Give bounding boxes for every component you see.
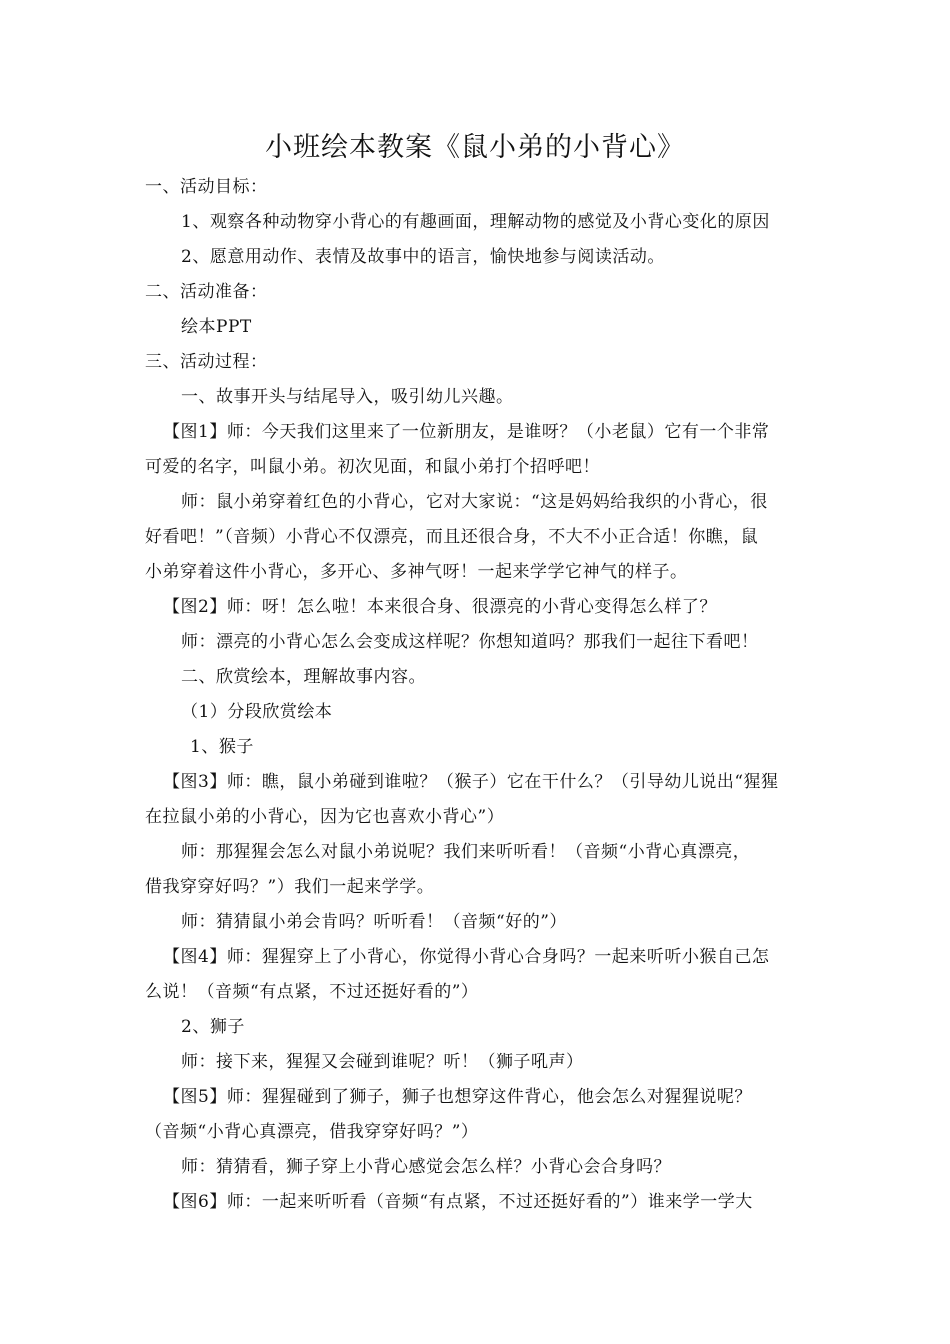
paragraph-line: 小弟穿着这件小背心，多开心、多神气呀！一起来学学它神气的样子。 — [145, 562, 688, 582]
paragraph-line: 【图2】师：呀！怎么啦！本来很合身、很漂亮的小背心变得怎么样了？ — [163, 597, 717, 617]
paragraph-line: 好看吧！”（音频）小背心不仅漂亮，而且还很合身，不大不小正合适！你瞧，鼠 — [145, 527, 759, 547]
paragraph-line: 师：猜猜看，狮子穿上小背心感觉会怎么样？小背心会合身吗？ — [181, 1157, 671, 1177]
paragraph-line: 在拉鼠小弟的小背心，因为它也喜欢小背心”） — [145, 807, 505, 827]
paragraph-line: 【图3】师：瞧，鼠小弟碰到谁啦？（猴子）它在干什么？（引导幼儿说出“猩猩 — [163, 772, 779, 792]
paragraph-line: 师：那猩猩会怎么对鼠小弟说呢？我们来听听看！（音频“小背心真漂亮， — [181, 842, 751, 862]
goal-item-1: 1、观察各种动物穿小背心的有趣画面，理解动物的感觉及小背心变化的原因 — [181, 212, 770, 232]
paragraph-line: 【图5】师：猩猩碰到了狮子，狮子也想穿这件背心，他会怎么对猩猩说呢？ — [163, 1087, 752, 1107]
paragraph-line: 【图6】师：一起来听听看（音频“有点紧，不过还挺好看的”）谁来学一学大 — [163, 1192, 753, 1212]
subsection-heading: （1）分段欣赏绘本 — [181, 702, 333, 722]
subsection-item-monkey: 1、猴子 — [190, 737, 254, 757]
paragraph-line: 借我穿穿好吗？”）我们一起来学学。 — [145, 877, 435, 897]
paragraph-line: 【图1】师：今天我们这里来了一位新朋友，是谁呀？（小老鼠）它有一个非常 — [163, 422, 770, 442]
paragraph-line: 可爱的名字，叫鼠小弟。初次见面，和鼠小弟打个招呼吧！ — [145, 457, 600, 477]
paragraph-line: 师：漂亮的小背心怎么会变成这样呢？你想知道吗？那我们一起往下看吧！ — [181, 632, 759, 652]
process-step-1: 一、故事开头与结尾导入，吸引幼儿兴趣。 — [181, 387, 514, 407]
paragraph-line: （音频“小背心真漂亮，借我穿穿好吗？”） — [145, 1122, 479, 1142]
paragraph-line: 师：猜猜鼠小弟会肯吗？听听看！（音频“好的”） — [181, 912, 567, 932]
section-heading-process: 三、活动过程： — [145, 352, 268, 372]
process-step-2: 二、欣赏绘本，理解故事内容。 — [181, 667, 426, 687]
paragraph-line: 师：接下来，猩猩又会碰到谁呢？听！（狮子吼声） — [181, 1052, 584, 1072]
subsection-item-lion: 2、狮子 — [181, 1017, 245, 1037]
preparation-item: 绘本PPT — [181, 317, 252, 337]
paragraph-line: 么说！（音频“有点紧，不过还挺好看的”） — [145, 982, 479, 1002]
paragraph-line: 师：鼠小弟穿着红色的小背心，它对大家说：“这是妈妈给我织的小背心，很 — [181, 492, 768, 512]
goal-item-2: 2、愿意用动作、表情及故事中的语言，愉快地参与阅读活动。 — [181, 247, 665, 267]
section-heading-goals: 一、活动目标： — [145, 177, 268, 197]
section-heading-preparation: 二、活动准备： — [145, 282, 268, 302]
paragraph-line: 【图4】师：猩猩穿上了小背心，你觉得小背心合身吗？一起来听听小猴自己怎 — [163, 947, 770, 967]
document-title: 小班绘本教案《鼠小弟的小背心》 — [265, 132, 685, 163]
